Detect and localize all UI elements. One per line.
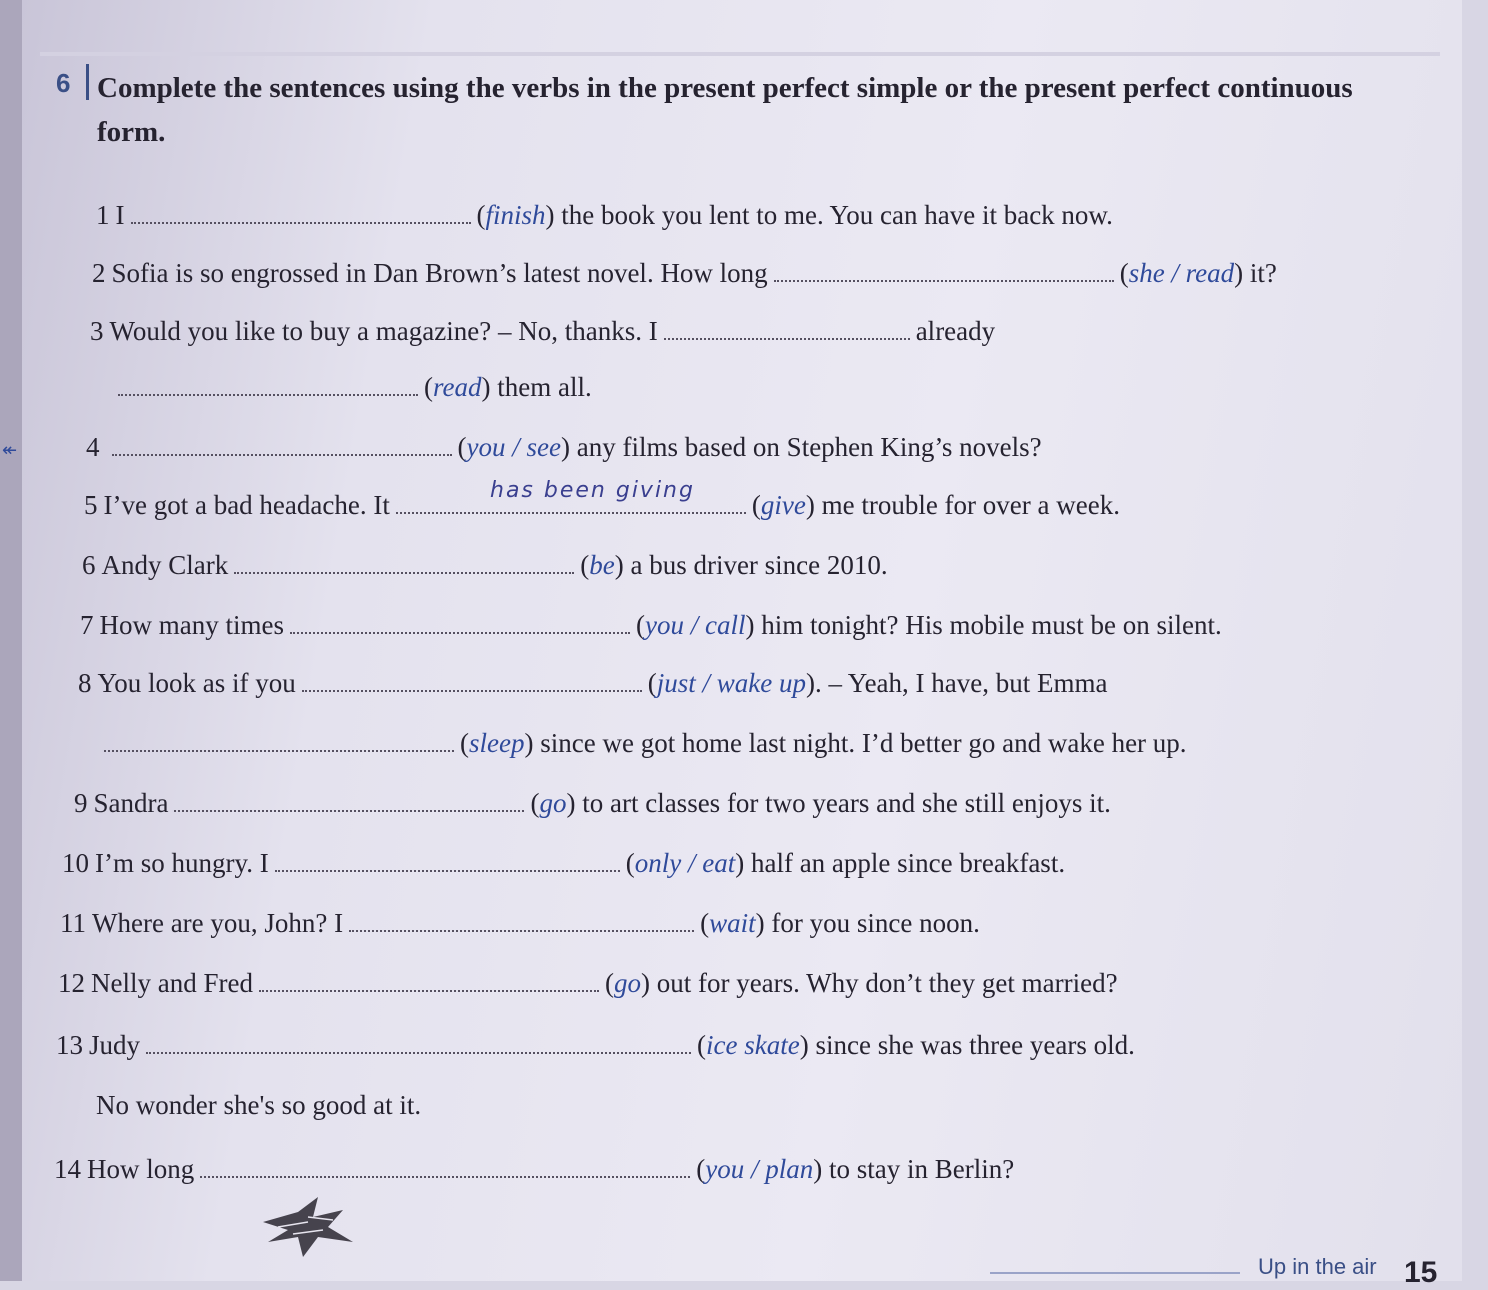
answer-blank[interactable]	[275, 850, 620, 872]
sentence-6: 6Andy Clark (be) a bus driver since 2010.	[82, 550, 888, 580]
sentence-text-before: Judy	[89, 1030, 141, 1060]
sentence-text-after: any films based on Stephen King’s novels?	[576, 432, 1042, 462]
sentence-14: 14How long (you / plan) to stay in Berlin?	[54, 1154, 1015, 1184]
exercise-number: 6	[56, 68, 71, 98]
answer-blank[interactable]	[104, 730, 454, 752]
sentence-text-before: Nelly and Fred	[91, 968, 253, 998]
exercise-instruction: Complete the sentences using the verbs in the present perfect simple or the present perfect continuous form.	[97, 72, 1353, 148]
sentence-3	[90, 316, 995, 347]
sentence-text-before: I’ve got a bad headache. It	[103, 490, 390, 520]
page-edge	[0, 0, 22, 1281]
answer-blank[interactable]	[118, 374, 418, 396]
verb-prompt: go	[539, 788, 567, 818]
sentence-1: 1I (finish) the book you lent to me. You can have it back now.	[96, 200, 1113, 230]
sentence-text-continued: No wonder she's so good at it.	[96, 1090, 422, 1120]
sentence-number: 3	[90, 316, 104, 346]
sentence-10: 10I’m so hungry. I (only / eat) half an apple since breakfast.	[62, 848, 1066, 878]
sentence-4: 4 (you / see) any films based on Stephen King’s novels?	[86, 432, 1042, 462]
sentence-number: 8	[78, 668, 92, 698]
sentence-number: 11	[60, 908, 86, 938]
footer-unit-title: Up in the air	[1258, 1254, 1377, 1279]
sentence-number: 9	[74, 788, 88, 818]
sentence-text-after: . – Yeah, I have, but Emma	[815, 668, 1108, 698]
sentence-text-after: him tonight? His mobile must be on silent.	[761, 610, 1222, 640]
sentence-text-after: it?	[1249, 258, 1277, 288]
verb-prompt: sleep	[469, 728, 525, 758]
sentence-11: 11Where are you, John? I (wait) for you since noon.	[60, 908, 980, 938]
answer-blank[interactable]	[302, 670, 642, 692]
sentence-13-continued	[96, 1090, 421, 1121]
sentence-2: 2Sofia is so engrossed in Dan Brown’s latest novel. How long (she / read) it?	[92, 258, 1277, 288]
verb-prompt: go	[613, 968, 641, 998]
sentence-text-after: since we got home last night. I’d better go and wake her up.	[540, 728, 1187, 758]
verb-prompt: you / plan	[705, 1154, 814, 1184]
sentence-number: 13	[56, 1030, 83, 1060]
sentence-text-before: I’m so hungry. I	[95, 848, 269, 878]
sentence-text-after: a bus driver since 2010.	[630, 550, 888, 580]
sentence-8-continued: (sleep) since we got home last night. I’d better go and wake her up.	[104, 728, 1187, 759]
answer-blank[interactable]	[349, 910, 694, 932]
verb-prompt: just / wake up	[656, 668, 807, 698]
sentence-number: 5	[84, 490, 98, 520]
sentence-text-after: to art classes for two years and she still enjoys it.	[582, 788, 1111, 818]
answer-blank[interactable]	[112, 434, 452, 456]
verb-prompt: ice skate	[706, 1030, 800, 1060]
sentence-text-before: How long	[87, 1154, 195, 1184]
sentence-text-mid: already	[915, 316, 996, 346]
verb-prompt: she / read	[1128, 258, 1235, 288]
sentence-text-before: Sofia is so engrossed in Dan Brown’s latest novel. How long	[111, 258, 768, 288]
sentence-number: 2	[92, 258, 106, 288]
answer-blank[interactable]	[259, 970, 599, 992]
top-divider	[40, 52, 1440, 56]
sentence-number: 12	[58, 968, 85, 998]
answer-blank[interactable]	[664, 318, 910, 340]
sentence-number: 14	[54, 1154, 81, 1184]
verb-prompt: wait	[709, 908, 756, 938]
sentence-text-after: to stay in Berlin?	[829, 1154, 1015, 1184]
sentence-number: 7	[80, 610, 94, 640]
sentence-7: 7How many times (you / call) him tonight? His mobile must be on silent.	[80, 610, 1222, 640]
answer-blank[interactable]	[774, 260, 1114, 282]
sentence-text-after: the book you lent to me. You can have it back now.	[561, 200, 1113, 230]
sentence-text-before: Would you like to buy a magazine? – No, thanks. I	[109, 316, 658, 346]
answer-blank[interactable]	[200, 1156, 690, 1178]
sentence-12: 12Nelly and Fred (go) out for years. Why don’t they get married?	[58, 968, 1118, 998]
bird-illustration	[258, 1192, 358, 1262]
sentence-text-before: I	[115, 200, 125, 230]
sentence-text-before: Sandra	[93, 788, 169, 818]
sentence-number: 6	[82, 550, 96, 580]
sentence-text-after: out for years. Why don’t they get married?	[656, 968, 1118, 998]
page-number: 15	[1404, 1256, 1438, 1289]
sentence-text-before: How many times	[99, 610, 284, 640]
sentence-text-after: them all.	[497, 372, 592, 402]
verb-prompt: only / eat	[634, 848, 736, 878]
sentence-5: 5I’ve got a bad headache. It (give) me trouble for over a week.	[84, 490, 1120, 520]
sentence-8: 8You look as if you (just / wake up). – Yeah, I have, but Emma	[78, 668, 1108, 698]
exercise-number-divider	[86, 64, 89, 100]
sentence-text-before: Andy Clark	[101, 550, 229, 580]
sentence-3-continued: (read) them all.	[118, 372, 592, 403]
sentence-text-after: half an apple since breakfast.	[750, 848, 1066, 878]
sentence-13: 13Judy (ice skate) since she was three years old.	[56, 1030, 1135, 1060]
sentence-number: 4	[86, 432, 100, 462]
verb-prompt: give	[760, 490, 806, 520]
handwritten-answer: has been giving	[490, 478, 695, 503]
answer-blank[interactable]	[234, 552, 574, 574]
answer-blank[interactable]	[146, 1032, 691, 1054]
answer-blank[interactable]	[290, 612, 630, 634]
sentence-text-before: Where are you, John? I	[92, 908, 344, 938]
verb-prompt: you / see	[466, 432, 561, 462]
footer-rule	[990, 1272, 1240, 1274]
answer-blank[interactable]	[174, 790, 524, 812]
verb-prompt: be	[589, 550, 615, 580]
verb-prompt: you / call	[644, 610, 746, 640]
margin-pen-mark: ↞	[2, 440, 18, 461]
sentence-9: 9Sandra (go) to art classes for two years and she still enjoys it.	[74, 788, 1111, 818]
sentence-text-after: me trouble for over a week.	[821, 490, 1120, 520]
sentence-text-before: You look as if you	[97, 668, 296, 698]
sentence-text-after: since she was three years old.	[815, 1030, 1135, 1060]
answer-blank[interactable]	[131, 202, 471, 224]
sentence-number: 10	[62, 848, 89, 878]
verb-prompt: read	[433, 372, 482, 402]
sentence-text-after: for you since noon.	[771, 908, 980, 938]
sentence-number: 1	[96, 200, 110, 230]
verb-prompt: finish	[485, 200, 546, 230]
